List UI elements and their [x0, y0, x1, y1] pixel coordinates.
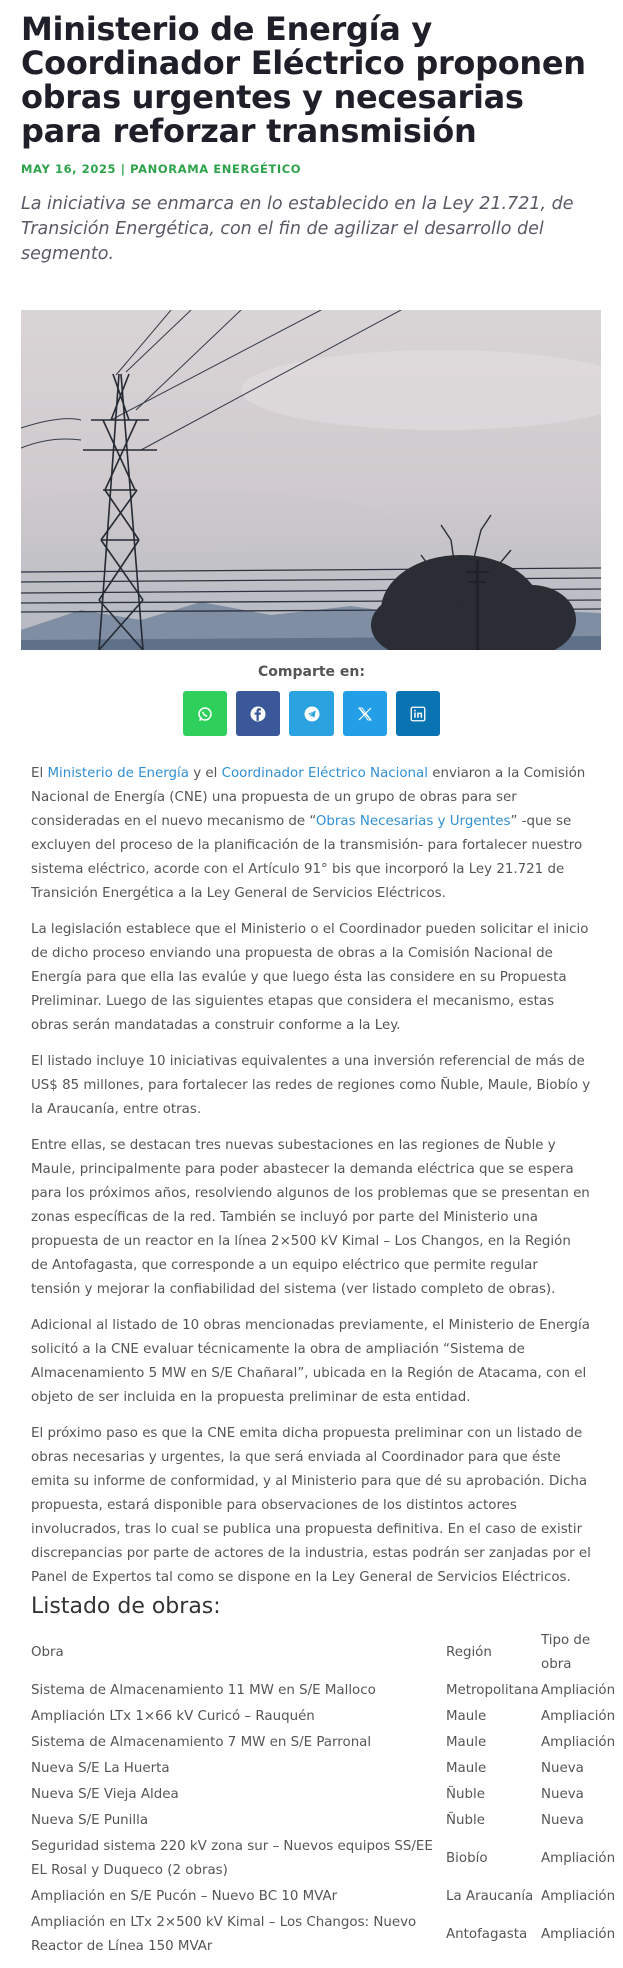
paragraph-6: El próximo paso es que la CNE emita dicha propuesta preliminar con un listado de obras necesarias y urgentes, la que será enviada al Coordinador para que éste emita su informe de conformidad, y al Ministerio para que dé su aprobación. Dicha propuesta, estará disponible para observaciones de los distintos actores involucrados, tras lo cual se publica una propuesta definitiva. En el caso de existir discrepancias por parte de actores de la industria, estas podrán ser zanjadas por el Panel de Expertos tal como se dispone en la Ley General de Servicios Eléctricos.: [31, 1426, 591, 1585]
share-buttons: [183, 691, 440, 736]
cell-tipo: Ampliación: [541, 1927, 616, 1942]
cell-region: La Araucanía: [446, 1889, 534, 1904]
cell-obra: Nueva S/E Vieja Aldea: [31, 1787, 179, 1802]
cell-obra: Ampliación en LTx 2×500 kV Kimal – Los Changos: Nuevo Reactor de Línea 150 MVAr: [31, 1915, 417, 1954]
article-lead: La iniciativa se enmarca en lo establecido en la Ley 21.721, de Transición Energética, con el fin de agilizar el desarrollo del segmento.: [21, 194, 574, 264]
table-row: [31, 1884, 621, 1910]
share-linkedin-button[interactable]: [396, 691, 440, 736]
cell-region: Metropolitana: [446, 1683, 539, 1698]
share-x-button[interactable]: [343, 691, 387, 736]
cell-obra: Nueva S/E La Huerta: [31, 1761, 170, 1776]
paragraph-2: La legislación establece que el Ministerio o el Coordinador pueden solicitar el inicio de dicho proceso enviando una propuesta de obras a la Comisión Nacional de Energía para que ella las evalúe y que luego ésta las considere en su Propuesta Preliminar. Luego de las siguientes etapas que considera el mecanismo, estas obras serán mandatadas a construir conforme a la Ley.: [31, 922, 589, 1033]
table-row: [31, 1678, 621, 1704]
cell-tipo: Ampliación: [541, 1851, 616, 1866]
paragraph-3: El listado incluye 10 iniciativas equivalentes a una inversión referencial de más de US$ 85 millones, para fortalecer las redes de regiones como Ñuble, Maule, Biobío y la Araucanía, entre otras.: [31, 1054, 591, 1117]
cell-region: Ñuble: [446, 1787, 485, 1802]
cell-tipo: Nueva: [541, 1761, 584, 1776]
p1-text-4: ” -que se excluyen del proceso de la planificación de la transmisión- para fortalecer nuestro sistema eléctrico, acorde con el Artículo 91° bis que incorporó la Ley 21.721 de Transición Energética a la Ley General de Servicios Eléctricos.: [31, 814, 583, 901]
table-row: [31, 1756, 621, 1782]
cell-tipo: Ampliación: [541, 1683, 616, 1698]
article-meta[interactable]: MAY 16, 2025 | PANORAMA ENERGÉTICO: [21, 162, 302, 176]
cell-tipo: Ampliación: [541, 1889, 616, 1904]
cell-region: Biobío: [446, 1851, 488, 1866]
cell-tipo: Ampliación: [541, 1709, 616, 1724]
header-tipo: Tipo de obra: [541, 1633, 591, 1672]
cell-tipo: Nueva: [541, 1787, 584, 1802]
table-row: [31, 1808, 621, 1834]
x-icon: [356, 705, 374, 723]
cell-region: Maule: [446, 1735, 487, 1750]
link-coordinador-electrico[interactable]: Coordinador Eléctrico Nacional: [221, 766, 428, 781]
p1-text-3: enviaron a la Comisión Nacional de Energía (CNE) una propuesta de un grupo de obras para ser consideradas en el nuevo mecanismo de “: [31, 766, 586, 829]
facebook-icon: [249, 705, 267, 723]
telegram-icon: [303, 705, 321, 723]
table-header-row: [31, 1628, 621, 1678]
share-telegram-button[interactable]: [289, 691, 333, 736]
cell-tipo: Nueva: [541, 1813, 584, 1828]
share-facebook-button[interactable]: [236, 691, 280, 736]
linkedin-icon: [409, 705, 427, 723]
paragraph-1: [31, 762, 591, 906]
cell-obra: Nueva S/E Punilla: [31, 1813, 149, 1828]
hero-image: [21, 310, 601, 650]
cell-region: Maule: [446, 1709, 487, 1724]
p1-text-1: El: [31, 766, 48, 781]
table-row: [31, 1834, 621, 1884]
share-whatsapp-button[interactable]: [183, 691, 227, 736]
table-row: [31, 1782, 621, 1808]
share-title: Comparte en:: [258, 664, 365, 680]
table-row: [31, 1730, 621, 1756]
obras-table: [31, 1628, 621, 1960]
cell-obra: Ampliación en S/E Pucón – Nuevo BC 10 MVAr: [31, 1889, 338, 1904]
header-region: Región: [446, 1645, 492, 1660]
listado-title: Listado de obras:: [31, 1594, 221, 1619]
cell-obra: Sistema de Almacenamiento 11 MW en S/E Malloco: [31, 1683, 376, 1698]
whatsapp-icon: [196, 705, 214, 723]
paragraph-5: Adicional al listado de 10 obras mencionadas previamente, el Ministerio de Energía solicitó a la CNE evaluar técnicamente la obra de ampliación “Sistema de Almacenamiento 5 MW en S/E Chañaral”, ubicada en la Región de Atacama, con el objeto de ser incluida en la propuesta preliminar de esta entidad.: [31, 1318, 590, 1405]
cell-obra: Sistema de Almacenamiento 7 MW en S/E Parronal: [31, 1735, 372, 1750]
cell-obra: Seguridad sistema 220 kV zona sur – Nuevos equipos SS/EE EL Rosal y Duqueco (2 obras): [31, 1839, 433, 1878]
cell-region: Ñuble: [446, 1813, 485, 1828]
link-ministerio-energia[interactable]: Ministerio de Energía: [47, 766, 189, 781]
cell-region: Antofagasta: [446, 1927, 528, 1942]
cell-tipo: Ampliación: [541, 1735, 616, 1750]
link-obras-necesarias[interactable]: Obras Necesarias y Urgentes: [315, 814, 511, 829]
cell-obra: Ampliación LTx 1×66 kV Curicó – Rauquén: [31, 1709, 315, 1724]
table-row: [31, 1704, 621, 1730]
paragraph-4: Entre ellas, se destacan tres nuevas subestaciones en las regiones de Ñuble y Maule, principalmente para poder abastecer la demanda eléctrica que se espera para los próximos años, resolviendo algunos de los problemas que se presentan en zonas específicas de la red. También se incluyó por parte del Ministerio una propuesta de un reactor en la línea 2×500 kV Kimal – Los Changos, en la Región de Antofagasta, que corresponde a un equipo eléctrico que permite regular tensión y mejorar la confiabilidad del sistema (ver listado completo de obras).: [31, 1138, 590, 1297]
p1-text-2: y el: [188, 766, 222, 781]
article-body: [31, 762, 591, 1602]
article-title: Ministerio de Energía y Coordinador Eléctrico proponen obras urgentes y necesarias para reforzar transmisión: [21, 10, 586, 150]
table-row: [31, 1910, 621, 1960]
header-obra: Obra: [31, 1645, 64, 1660]
cell-region: Maule: [446, 1761, 487, 1776]
